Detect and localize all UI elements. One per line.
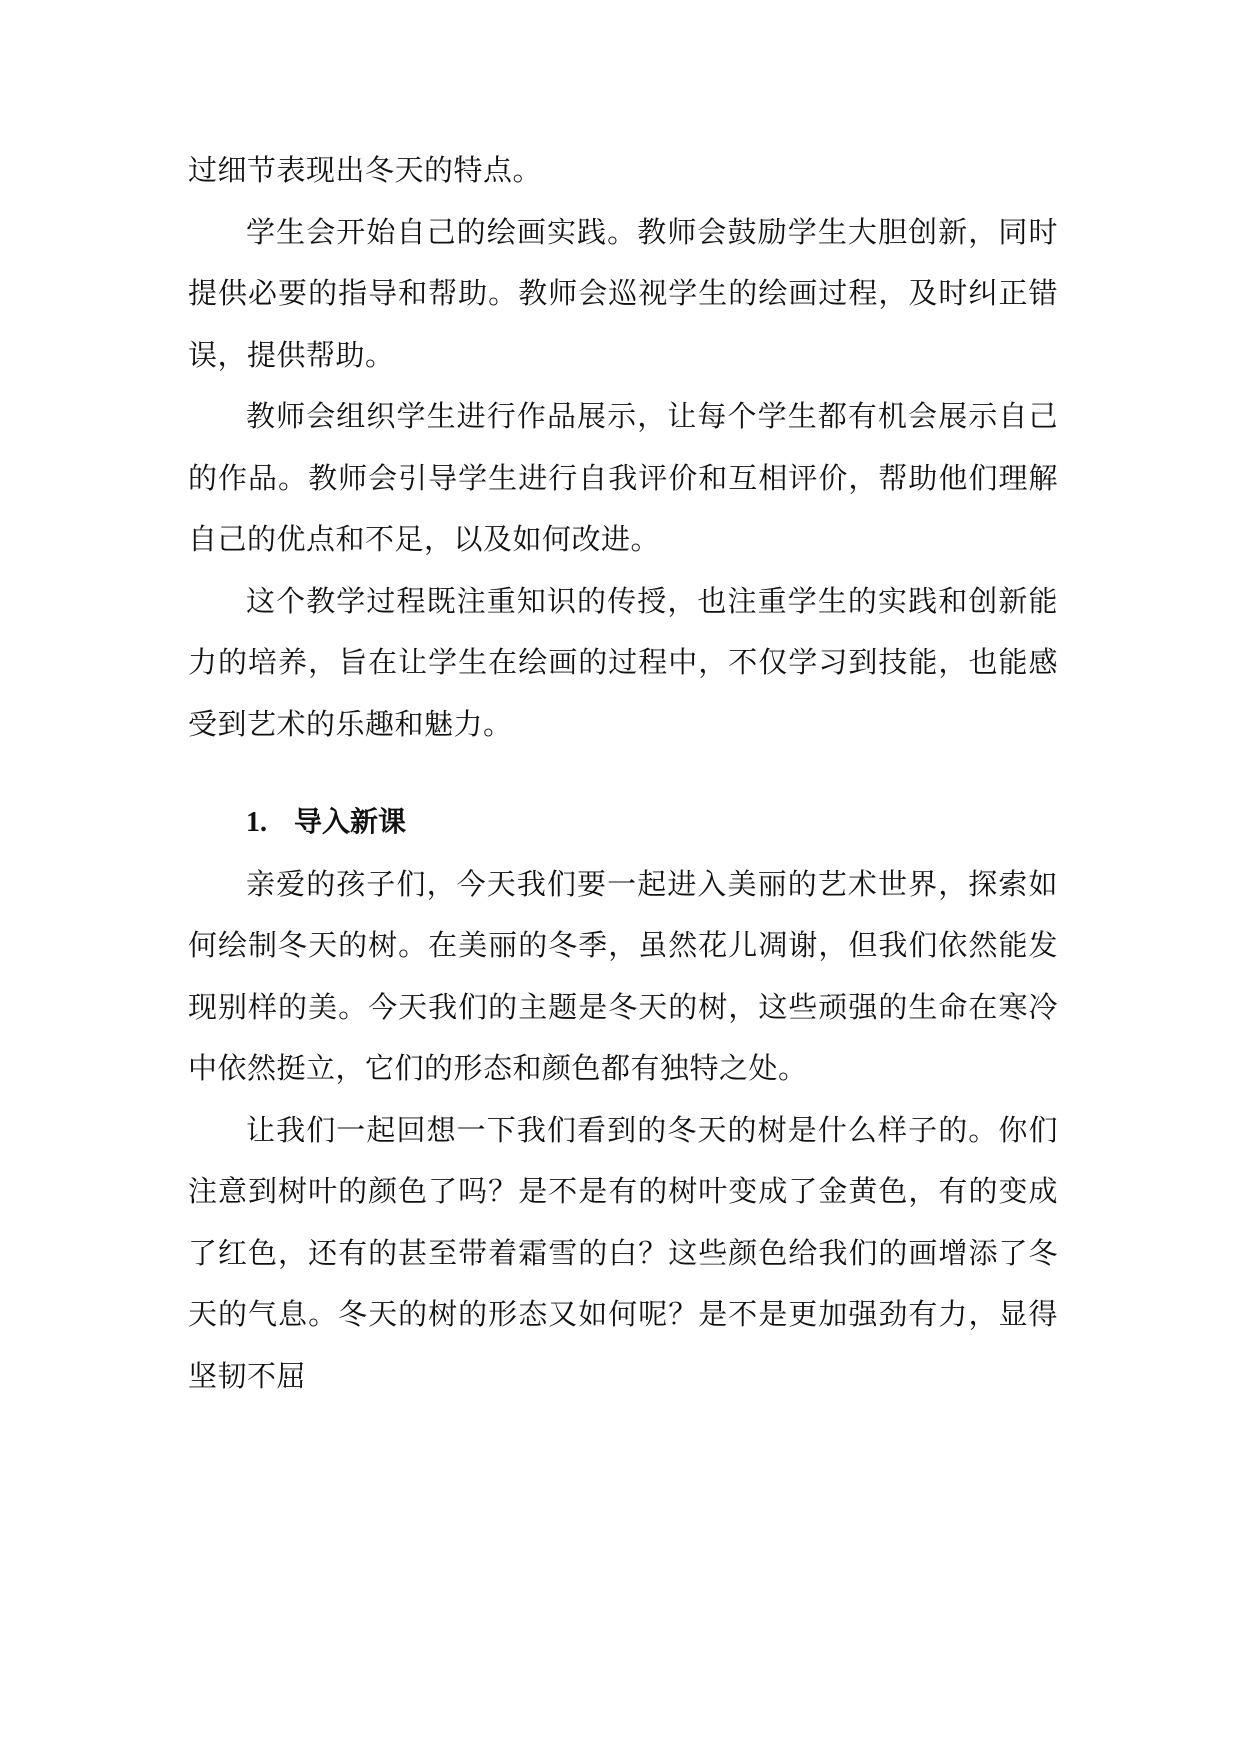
section-number: 1. — [246, 807, 267, 838]
section-spacer — [188, 755, 1058, 791]
paragraph-intro: 亲爱的孩子们，今天我们要一起进入美丽的艺术世界，探索如何绘制冬天的树。在美丽的冬季，虽然花儿凋谢，但我们依然能发现别样的美。今天我们的主题是冬天的树，这些顽强的生命在寒冷中依然挺立，它们的形态和颜色都有独特之处。 — [188, 866, 1058, 1085]
paragraph-drawing-practice: 学生会开始自己的绘画实践。教师会鼓励学生大胆创新，同时提供必要的指导和帮助。教师会巡视学生的绘画过程，及时纠正错误，提供帮助。 — [188, 214, 1058, 372]
paragraph-recall: 让我们一起回想一下我们看到的冬天的树是什么样子的。你们注意到树叶的颜色了吗？是不是有的树叶变成了金黄色，有的变成了红色，还有的甚至带着霜雪的白？这些颜色给我们的画增添了冬天的气息。冬天的树的形态又如何呢？是不是更加强劲有力，显得坚韧不屈 — [188, 1112, 1058, 1393]
section-title: 导入新课 — [294, 805, 407, 838]
paragraph-work-display: 教师会组织学生进行作品展示，让每个学生都有机会展示自己的作品。教师会引导学生进行自我评价和互相评价，帮助他们理解自己的优点和不足，以及如何改进。 — [188, 399, 1058, 556]
paragraph-continued: 过细节表现出冬天的特点。 — [188, 153, 543, 187]
section-heading — [188, 791, 1058, 854]
paragraph-teaching-summary: 这个教学过程既注重知识的传授，也注重学生的实践和创新能力的培养，旨在让学生在绘画的过程中，不仅学习到技能，也能感受到艺术的乐趣和魅力。 — [188, 583, 1058, 741]
document-page — [188, 140, 1058, 1407]
